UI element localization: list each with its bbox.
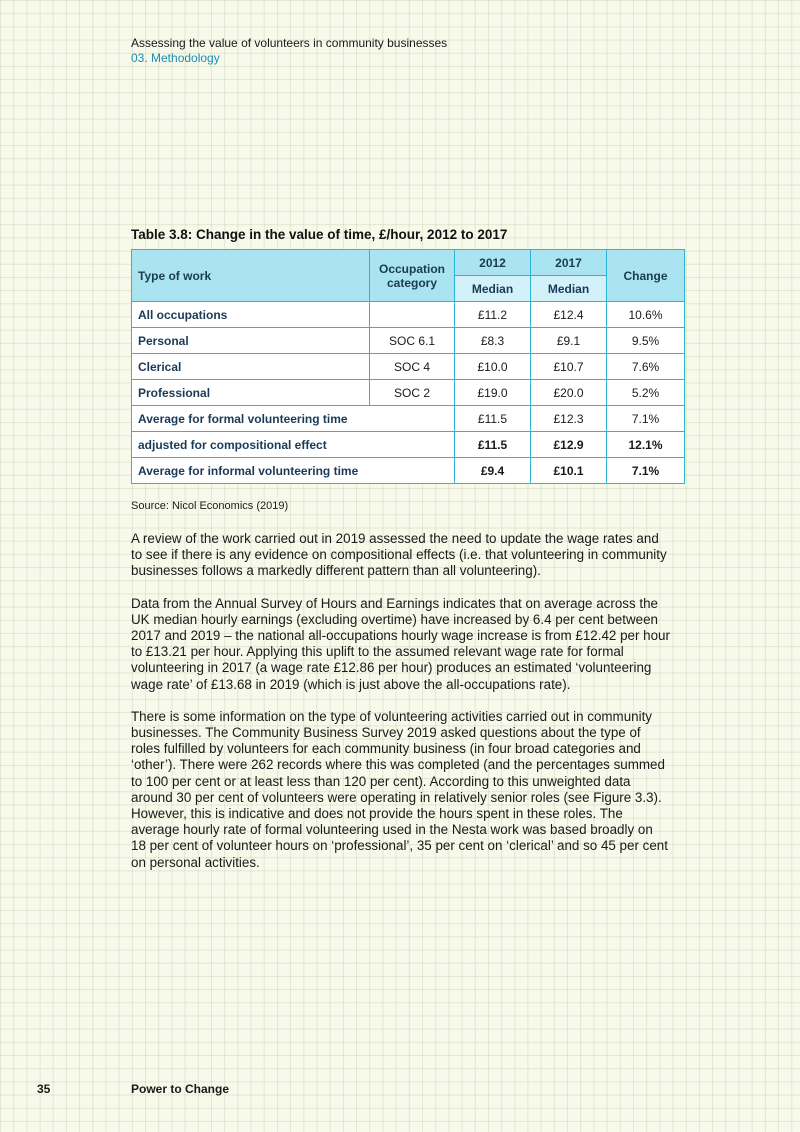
row-value-2017: £9.1 xyxy=(531,328,607,354)
header-change: Change xyxy=(607,250,685,302)
row-value-2017: £12.4 xyxy=(531,302,607,328)
header-median-2017: Median xyxy=(531,276,607,302)
row-value-2012: £19.0 xyxy=(455,380,531,406)
table-row xyxy=(132,354,685,380)
table-caption: Table 3.8: Change in the value of time, £/hour, 2012 to 2017 xyxy=(131,227,508,242)
row-value-2012: £11.5 xyxy=(455,432,531,458)
header-median-2012: Median xyxy=(455,276,531,302)
table-row xyxy=(132,380,685,406)
table-source-note: Source: Nicol Economics (2019) xyxy=(131,500,289,512)
row-change: 5.2% xyxy=(607,380,685,406)
body-paragraph: A review of the work carried out in 2019 assessed the need to update the wage rates and to see if there is any evidence on compositional effects (i.e. that volunteering in community businesses follows a markedly different pattern than all volunteering). xyxy=(131,531,667,579)
row-change: 10.6% xyxy=(607,302,685,328)
row-value-2017: £10.7 xyxy=(531,354,607,380)
body-paragraph: Data from the Annual Survey of Hours and Earnings indicates that on average across the UK median hourly earnings (excluding overtime) have increased by 6.4 per cent between 2017 and 2019 – the national all-occupations hourly wage increase is from £12.42 per hour to £13.21 per hour. Applying this uplift to the assumed relevant wage rate for formal volunteering in 2017 (a wage rate £12.86 per hour) produces an estimated ‘volunteering wage rate’ of £13.68 in 2019 (which is just above the all-occupations rate). xyxy=(131,595,670,692)
page-header xyxy=(131,36,447,66)
row-value-2017: £12.3 xyxy=(531,406,607,432)
document-title: Assessing the value of volunteers in community businesses xyxy=(131,36,448,50)
row-value-2017: £10.1 xyxy=(531,458,607,484)
row-label: Clerical xyxy=(132,354,370,380)
row-value-2017: £20.0 xyxy=(531,380,607,406)
row-category xyxy=(370,302,455,328)
row-category: SOC 6.1 xyxy=(370,328,455,354)
table-row xyxy=(132,302,685,328)
row-change: 7.1% xyxy=(607,406,685,432)
table-row xyxy=(132,406,685,432)
row-value-2012: £11.5 xyxy=(455,406,531,432)
body-text xyxy=(131,531,671,887)
row-value-2012: £8.3 xyxy=(455,328,531,354)
row-label: Average for formal volunteering time xyxy=(132,406,455,432)
body-paragraph: There is some information on the type of volunteering activities carried out in community businesses. The Community Business Survey 2019 asked questions about the type of roles fulfilled by volunteers for each community business (in four broad categories and ‘other’). There were 262 records where this was completed (and the percentages summed to 100 per cent or at least less than 120 per cent). According to this unweighted data around 30 per cent of volunteers were operating in relatively senior roles (see Figure 3.3). However, this is indicative and does not provide the hours spent in these roles. The average hourly rate of formal volunteering used in the Nesta work was based broadly on 18 per cent of volunteer hours on ‘professional’, 35 per cent on ‘clerical’ and so 45 per cent on personal activities. xyxy=(131,708,668,870)
table-row xyxy=(132,328,685,354)
header-2017: 2017 xyxy=(531,250,607,276)
row-value-2012: £9.4 xyxy=(455,458,531,484)
row-value-2012: £11.2 xyxy=(455,302,531,328)
header-occupation-category: Occupation category xyxy=(370,250,455,302)
row-value-2017: £12.9 xyxy=(531,432,607,458)
row-label: Professional xyxy=(132,380,370,406)
row-label: Average for informal volunteering time xyxy=(132,458,455,484)
wage-rate-table xyxy=(131,249,685,484)
table-row xyxy=(132,458,685,484)
page-number: 35 xyxy=(37,1082,51,1096)
row-category: SOC 4 xyxy=(370,354,455,380)
table-row xyxy=(132,432,685,458)
row-change: 12.1% xyxy=(607,432,685,458)
row-label: adjusted for compositional effect xyxy=(132,432,455,458)
header-type-of-work: Type of work xyxy=(132,250,370,302)
row-change: 7.6% xyxy=(607,354,685,380)
row-category: SOC 2 xyxy=(370,380,455,406)
row-label: Personal xyxy=(132,328,370,354)
row-change: 7.1% xyxy=(607,458,685,484)
row-label: All occupations xyxy=(132,302,370,328)
row-change: 9.5% xyxy=(607,328,685,354)
row-value-2012: £10.0 xyxy=(455,354,531,380)
footer-brand: Power to Change xyxy=(131,1082,230,1096)
header-2012: 2012 xyxy=(455,250,531,276)
section-title: 03. Methodology xyxy=(131,51,220,65)
